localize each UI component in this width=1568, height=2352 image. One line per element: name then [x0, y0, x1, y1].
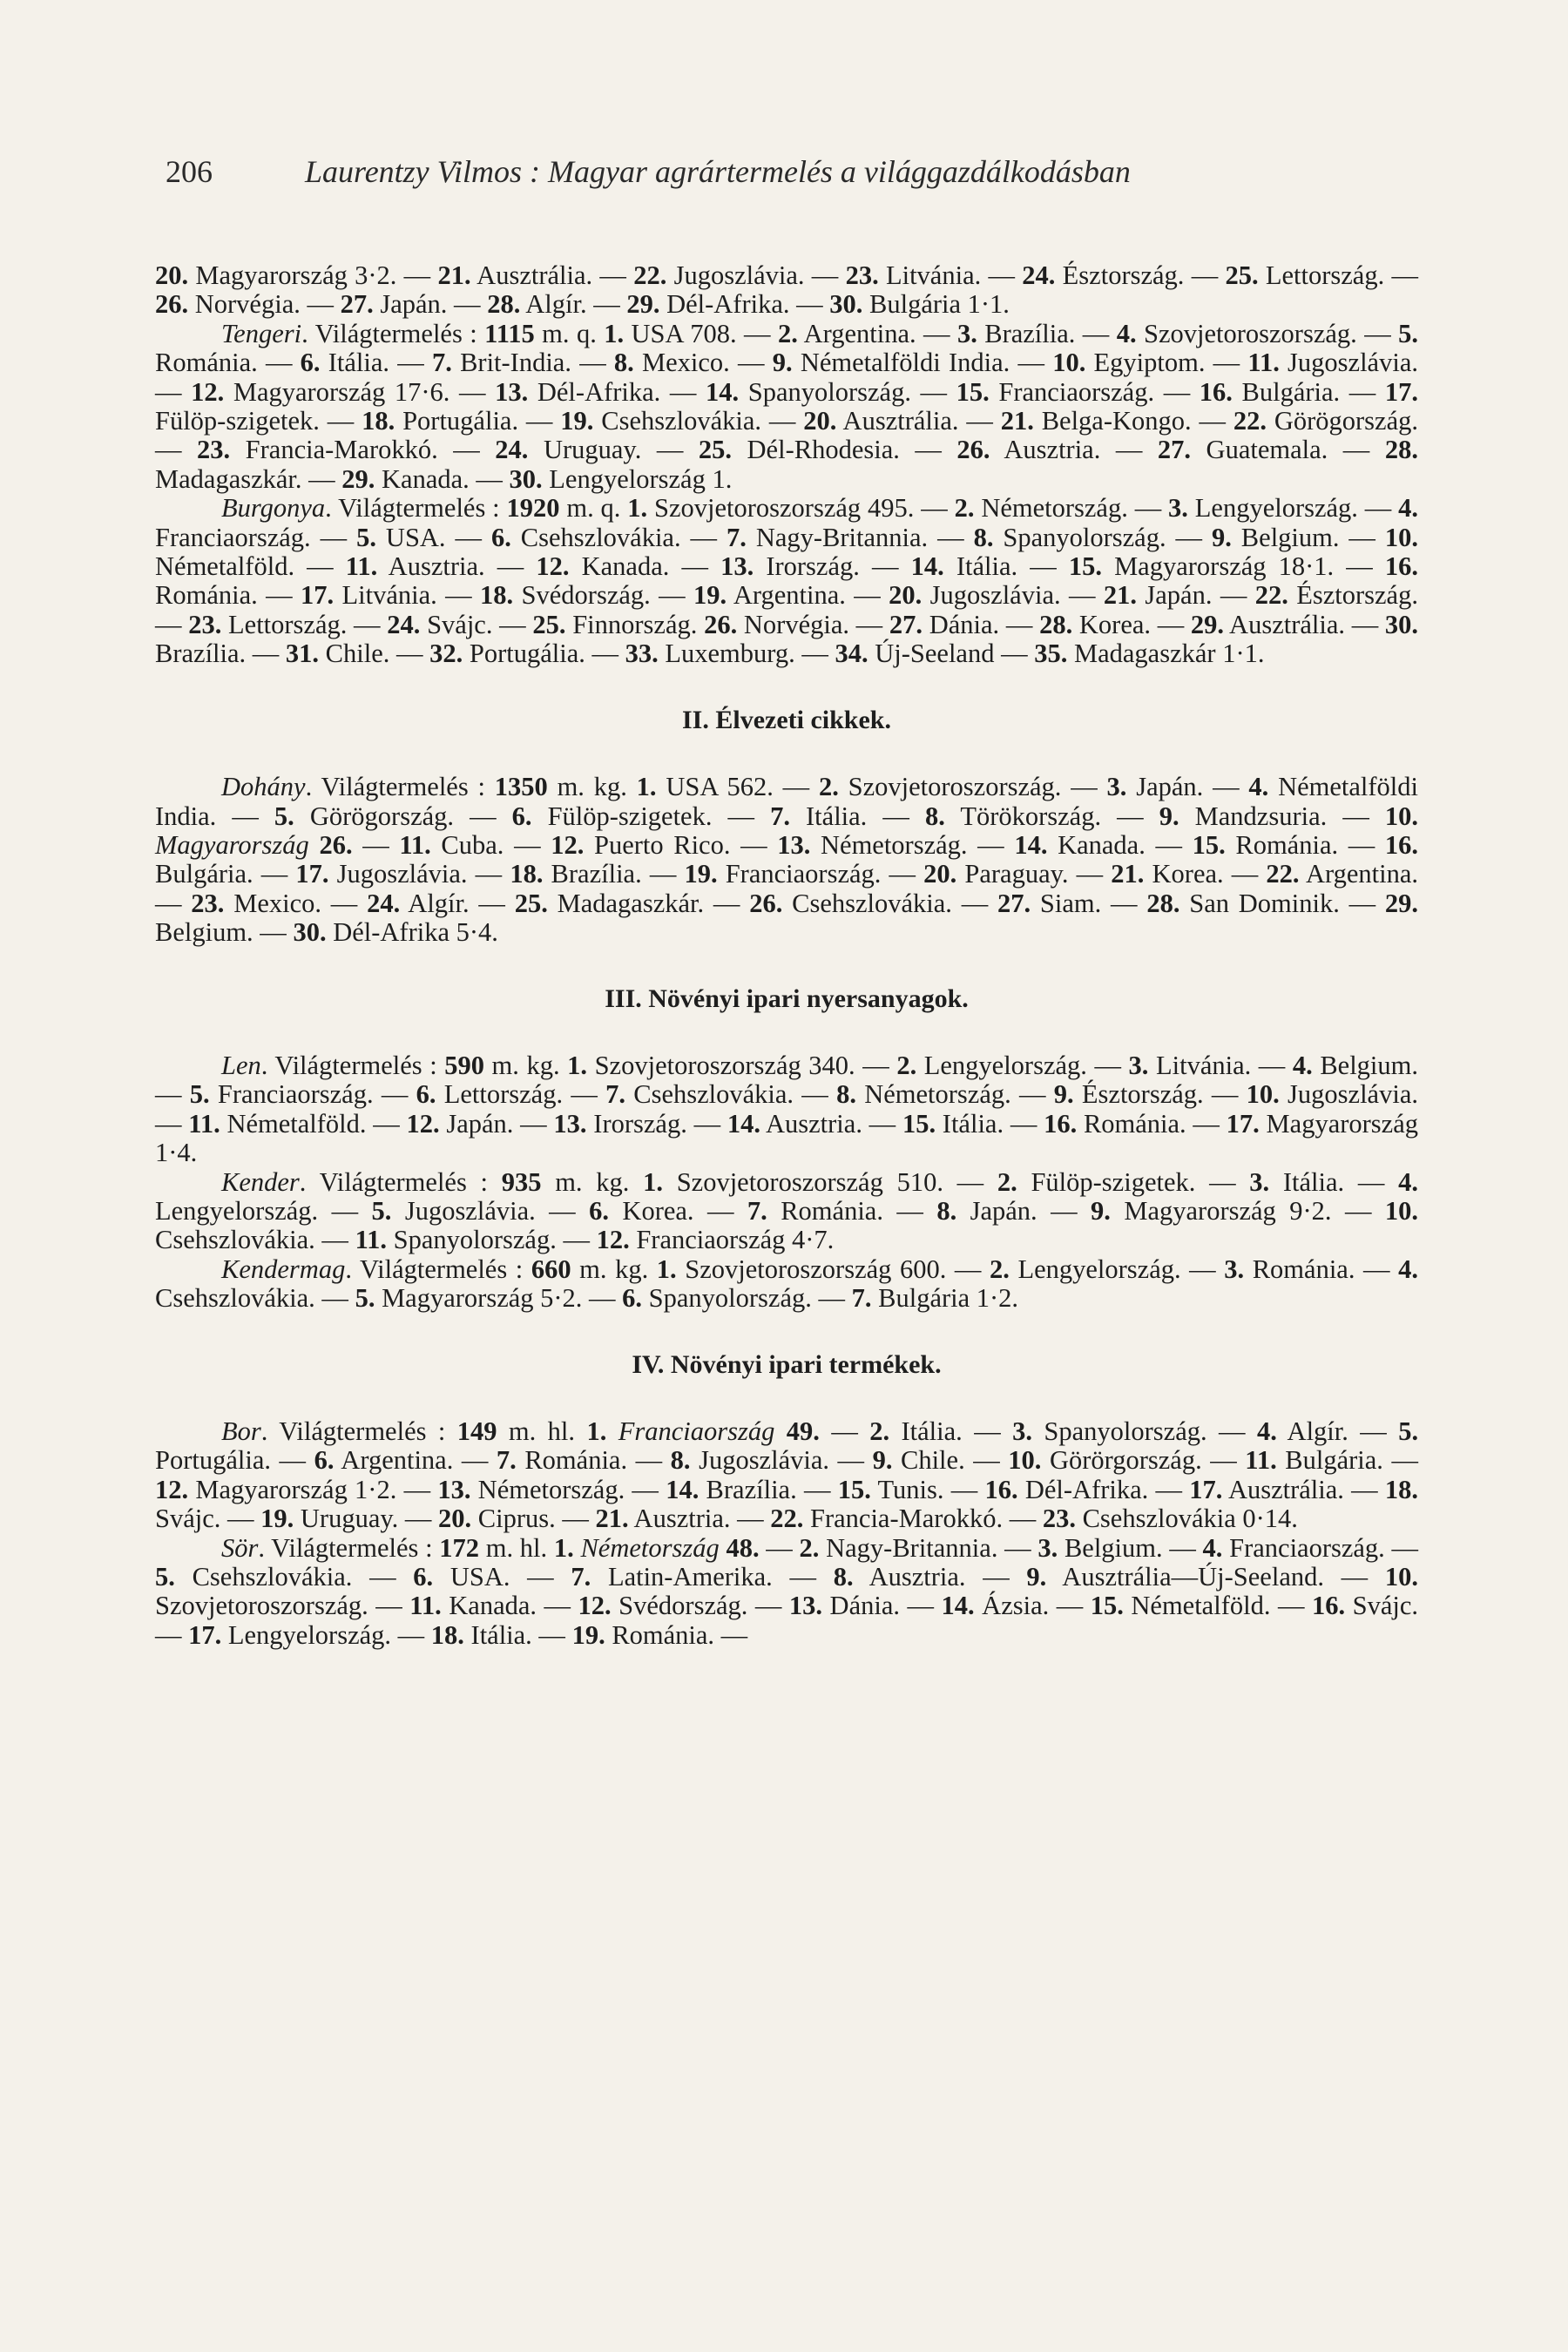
- paragraph-tengeri: Tengeri. Világtermelés : 1115 m. q. 1. USA 708. — 2. Argentina. — 3. Brazília. — 4. Szovjetoroszország. — 5. Románia. — 6. Itália. — 7. Brit-India. — 8. Mexico. — 9. Németalföldi India. — 10. Egyiptom. — 11. Jugoszlávia. — 12. Magyarország 17·6. — 13. Dél-Afrika. — 14. Spanyolország. — 15. Franciaország. — 16. Bulgária. — 17. Fülöp-szigetek. — 18. Portugália. — 19. Csehszlovákia. — 20. Ausztrália. — 21. Belga-Kongo. — 22. Görögország. — 23. Francia-Marokkó. — 24. Uruguay. — 25. Dél-Rhodesia. — 26. Ausztria. — 27. Guatemala. — 28. Madagaszkár. — 29. Kanada. — 30. Lengyelország 1.: [155, 318, 1419, 494]
- running-header: [166, 153, 1315, 190]
- paragraph-kendermag: Kendermag. Világtermelés : 660 m. kg. 1. Szovjetoroszország 600. — 2. Lengyelország. — 3. Románia. — 4. Csehszlovákia. — 5. Magyarország 5·2. — 6. Spanyolország. — 7. Bulgária 1·2.: [155, 1254, 1418, 1314]
- paragraph-kender: Kender. Világtermelés : 935 m. kg. 1. Szovjetoroszország 510. — 2. Fülöp-szigetek. — 3. Itália. — 4. Lengyelország. — 5. Jugoszlávia. — 6. Korea. — 7. Románia. — 8. Japán. — 9. Magyarország 9·2. — 10. Csehszlovákia. — 11. Spanyolország. — 12. Franciaország 4·7.: [155, 1166, 1418, 1255]
- paragraph-sor: Sör. Világtermelés : 172 m. hl. 1. Németország 48. — 2. Nagy-Britannia. — 3. Belgium. — 4. Franciaország. — 5. Csehszlovákia. — 6. USA. — 7. Latin-Amerika. — 8. Ausztria. — 9. Ausztrália—Új-Seeland. — 10. Szovjetoroszország. — 11. Kanada. — 12. Svédország. — 13. Dánia. — 14. Ázsia. — 15. Németalföld. — 16. Svájc. — 17. Lengyelország. — 18. Itália. — 19. Románia. —: [155, 1532, 1419, 1650]
- paragraph-burgonya: Burgonya. Világtermelés : 1920 m. q. 1. Szovjetoroszország 495. — 2. Németország. — 3. Lengyelország. — 4. Franciaország. — 5. USA. — 6. Csehszlovákia. — 7. Nagy-Britannia. — 8. Spanyolország. — 9. Belgium. — 10. Németalföld. — 11. Ausztria. — 12. Kanada. — 13. Irország. — 14. Itália. — 15. Magyarország 18·1. — 16. Románia. — 17. Litvánia. — 18. Svédország. — 19. Argentina. — 20. Jugoszlávia. — 21. Japán. — 22. Észtország. — 23. Lettország. — 24. Svájc. — 25. Finnország. 26. Norvégia. — 27. Dánia. — 28. Korea. — 29. Ausztrália. — 30. Brazília. — 31. Chile. — 32. Portugália. — 33. Luxemburg. — 34. Új-Seeland — 35. Madagaszkár 1·1.: [155, 493, 1419, 669]
- section-title-termekek: IV. Növényi ipari termékek.: [632, 1349, 942, 1379]
- section-title-elvezeti: II. Élvezeti cikkek.: [682, 705, 891, 734]
- body-text: [155, 261, 1418, 1650]
- paragraph-dohany: Dohány. Világtermelés : 1350 m. kg. 1. USA 562. — 2. Szovjetoroszország. — 3. Japán. — 4. Németalföldi India. — 5. Görögország. — 6. Fülöp-szigetek. — 7. Itália. — 8. Törökország. — 9. Mandzsuria. — 10. Magyarország 26. — 11. Cuba. — 12. Puerto Rico. — 13. Németország. — 14. Kanada. — 15. Románia. — 16. Bulgária. — 17. Jugoszlávia. — 18. Brazília. — 19. Franciaország. — 20. Paraguay. — 21. Korea. — 22. Argentina. — 23. Mexico. — 24. Algír. — 25. Madagaszkár. — 26. Csehszlovákia. — 27. Siam. — 28. San Dominik. — 29. Belgium. — 30. Dél-Afrika 5·4.: [155, 772, 1419, 948]
- paragraph-len: Len. Világtermelés : 590 m. kg. 1. Szovjetoroszország 340. — 2. Lengyelország. — 3. Litvánia. — 4. Belgium. — 5. Franciaország. — 6. Lettország. — 7. Csehszlovákia. — 8. Németország. — 9. Észtország. — 10. Jugoszlávia. — 11. Németalföld. — 12. Japán. — 13. Irország. — 14. Ausztria. — 15. Itália. — 16. Románia. — 17. Magyarország 1·4.: [155, 1050, 1418, 1168]
- section-title-nyersanyagok: III. Növényi ipari nyersanyagok.: [605, 983, 969, 1013]
- paragraph-bor: Bor. Világtermelés : 149 m. hl. 1. Franciaország 49. — 2. Itália. — 3. Spanyolország. — 4. Algír. — 5. Portugália. — 6. Argentina. — 7. Románia. — 8. Jugoszlávia. — 9. Chile. — 10. Görörgország. — 11. Bulgária. — 12. Magyarország 1·2. — 13. Németország. — 14. Brazília. — 15. Tunis. — 16. Dél-Afrika. — 17. Ausztrália. — 18. Svájc. — 19. Uruguay. — 20. Ciprus. — 21. Ausztria. — 22. Francia-Marokkó. — 23. Csehszlovákia 0·14.: [155, 1416, 1419, 1534]
- page-number: 206: [166, 154, 213, 189]
- paragraph-grains-cont: 20. Magyarország 3·2. — 21. Ausztrália. — 22. Jugoszlávia. — 23. Litvánia. — 24. Észtország. — 25. Lettország. — 26. Norvégia. — 27. Japán. — 28. Algír. — 29. Dél-Afrika. — 30. Bulgária 1·1.: [155, 260, 1418, 320]
- running-title: Laurentzy Vilmos : Magyar agrártermelés a világgazdálkodásban: [305, 154, 1131, 189]
